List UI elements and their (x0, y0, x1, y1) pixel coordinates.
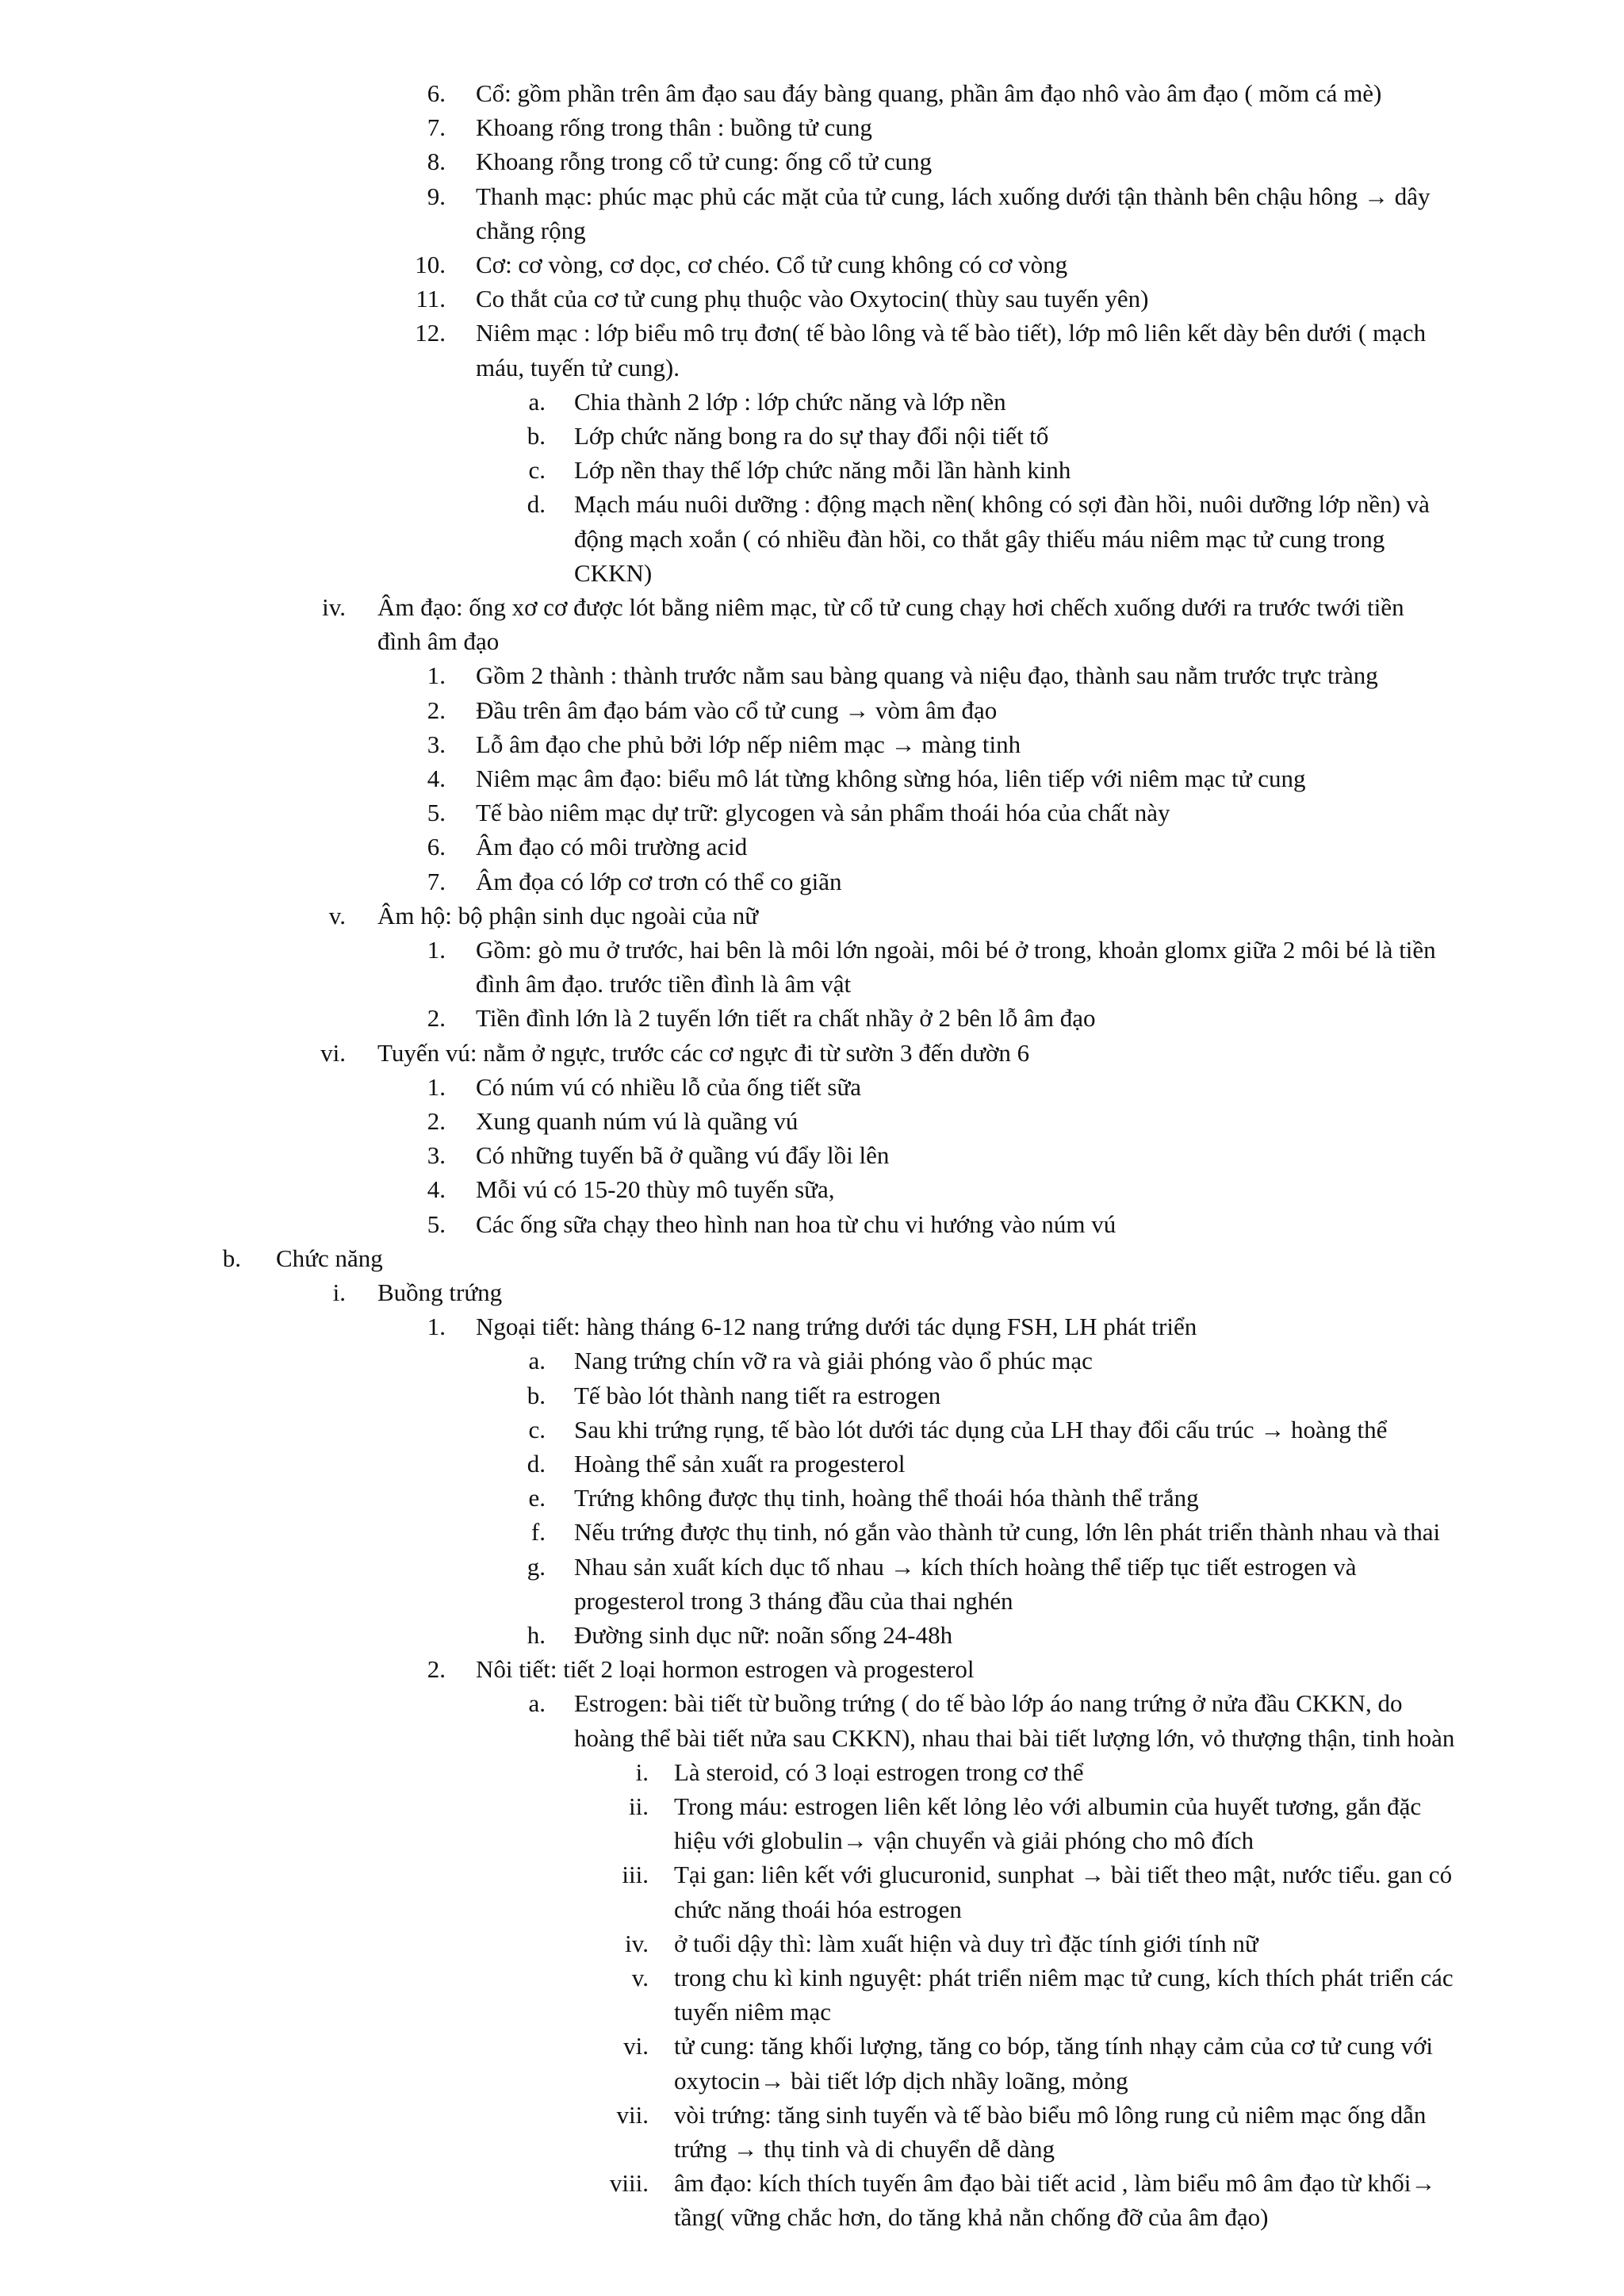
list-item-text: progesterol trong 3 tháng đầu của thai nghén (574, 1586, 1013, 1615)
outline-line (0, 1309, 1624, 1343)
list-marker: 3. (427, 1141, 446, 1170)
outline-line (0, 1378, 1624, 1412)
outline-line (0, 1036, 1624, 1070)
list-marker: 1. (427, 1313, 446, 1341)
list-marker: 5. (427, 799, 446, 827)
list-marker: b. (527, 1381, 546, 1409)
list-item-text: Sau khi trứng rụng, tế bào lót dưới tác dụng của LH thay đổi cấu trúc → hoàng thể (574, 1415, 1388, 1443)
list-marker: iii. (622, 1861, 649, 1889)
list-marker: a. (528, 1347, 546, 1375)
outline-line (0, 144, 1624, 178)
outline-line (0, 933, 1624, 967)
list-marker: 2. (427, 1107, 446, 1135)
list-item-text: Có núm vú có nhiều lỗ của ống tiết sữa (476, 1072, 862, 1101)
list-marker: e. (528, 1484, 546, 1512)
outline-line (0, 1857, 1624, 1892)
list-marker: 11. (416, 285, 446, 313)
list-item-text: đình âm đạo (377, 627, 500, 656)
list-marker: a. (528, 387, 546, 416)
list-item-text: Lớp chức năng bong ra do sự thay đổi nội tiết tố (574, 422, 1049, 450)
list-marker: vi. (320, 1038, 346, 1067)
outline-line (0, 453, 1624, 487)
list-item-text: âm đạo: kích thích tuyến âm đạo bài tiết acid , làm biểu mô âm đạo từ khối→ (674, 2169, 1436, 2198)
list-item-text: Âm đọa có lớp cơ trơn có thể co giãn (476, 867, 842, 895)
outline-line (0, 1686, 1624, 1720)
list-marker: f. (530, 1518, 546, 1547)
outline-line (0, 1241, 1624, 1275)
list-item-text: Estrogen: bài tiết từ buồng trứng ( do tế bào lớp áo nang trứng ở nửa đầu CKKN, do (574, 1689, 1403, 1718)
list-item-text: Niêm mạc âm đạo: biểu mô lát từng không sừng hóa, liên tiếp với niêm mạc tử cung (476, 765, 1306, 792)
outline-line (0, 864, 1624, 899)
outline-line (0, 1995, 1624, 2029)
outline-line (0, 624, 1624, 658)
list-item-text: Nang trứng chín vỡ ra và giải phóng vào ổ phúc mạc (574, 1347, 1093, 1375)
list-item-text: Trong máu: estrogen liên kết lỏng lẻo với albumin của huyết tương, gắn đặc (674, 1792, 1422, 1820)
list-item-text: Niêm mạc : lớp biểu mô trụ đơn( tế bào lông và tế bào tiết), lớp mô liên kết dày bên dưới ( mạch (476, 319, 1427, 347)
list-marker: iv. (625, 1929, 649, 1957)
list-item-text: Gồm: gò mu ở trước, hai bên là môi lớn ngoài, môi bé ở trong, khoản glomx giữa 2 môi bé là tiền (476, 936, 1436, 964)
list-item-text: Cơ: cơ vòng, cơ dọc, cơ chéo. Cổ tử cung không có cơ vòng (476, 251, 1068, 278)
list-item-text: Âm hộ: bộ phận sinh dục ngoài của nữ (377, 901, 759, 930)
outline-line (0, 1721, 1624, 1755)
list-marker: 2. (427, 1004, 446, 1033)
outline-line (0, 179, 1624, 213)
outline-line (0, 1961, 1624, 1995)
list-marker: 5. (427, 1209, 446, 1238)
list-marker: g. (527, 1552, 546, 1581)
list-marker: vii. (616, 2100, 649, 2129)
list-marker: h. (527, 1621, 546, 1649)
list-item-text: oxytocin→ bài tiết lớp dịch nhầy loãng, mỏng (674, 2066, 1128, 2095)
outline-line (0, 1515, 1624, 1549)
outline-line (0, 795, 1624, 830)
list-item-text: Khoang rống trong thân : buồng tử cung (476, 113, 872, 142)
list-item-text: Chức năng (276, 1244, 383, 1272)
list-marker: 6. (427, 833, 446, 861)
outline-line (0, 1926, 1624, 1961)
list-item-text: ở tuổi dậy thì: làm xuất hiện và duy trì đặc tính giới tính nữ (674, 1929, 1258, 1957)
list-item-text: đình âm đạo. trước tiền đình là âm vật (476, 970, 852, 999)
list-marker: 10. (415, 251, 446, 278)
list-item-text: trứng → thụ tinh và di chuyển dễ dàng (674, 2135, 1055, 2163)
outline-line (0, 1343, 1624, 1378)
outline-line (0, 2132, 1624, 2166)
list-marker: 3. (427, 730, 446, 758)
outline-line (0, 2200, 1624, 2234)
outline-line (0, 1481, 1624, 1515)
list-marker: a. (528, 1689, 546, 1718)
list-item-text: Là steroid, có 3 loại estrogen trong cơ thể (674, 1757, 1084, 1786)
list-item-text: tử cung: tăng khối lượng, tăng co bóp, tăng tính nhạy cảm của cơ tử cung với (674, 2032, 1434, 2060)
list-marker: b. (527, 422, 546, 450)
list-item-text: Tế bào niêm mạc dự trữ: glycogen và sản phẩm thoái hóa của chất này (476, 799, 1170, 827)
list-item-text: Buồng trứng (377, 1278, 503, 1306)
outline-line (0, 2064, 1624, 2098)
list-item-text: Hoàng thể sản xuất ra progesterol (574, 1450, 906, 1478)
list-item-text: tầng( vững chắc hơn, do tăng khả nằn chống đỡ của âm đạo) (674, 2203, 1269, 2232)
list-marker: vi. (623, 2032, 649, 2060)
list-marker: ii. (629, 1792, 649, 1820)
list-marker: d. (527, 1450, 546, 1478)
outline-line (0, 2098, 1624, 2132)
list-item-text: Tế bào lót thành nang tiết ra estrogen (574, 1381, 941, 1409)
list-item-text: chằng rộng (476, 216, 586, 244)
list-item-text: Tiền đình lớn là 2 tuyến lớn tiết ra chất nhầy ở 2 bên lỗ âm đạo (476, 1004, 1096, 1033)
outline-line (0, 1447, 1624, 1481)
list-marker: 2. (427, 696, 446, 724)
list-marker: 12. (415, 319, 446, 347)
outline-line (0, 1892, 1624, 1926)
outline-line (0, 1550, 1624, 1584)
list-item-text: Cổ: gồm phần trên âm đạo sau đáy bàng quang, phần âm đạo nhô vào âm đạo ( mõm cá mè) (476, 79, 1382, 107)
outline-line (0, 830, 1624, 864)
list-marker: b. (222, 1244, 241, 1272)
list-item-text: Nôi tiết: tiết 2 loại hormon estrogen và progesterol (476, 1655, 975, 1684)
outline-line (0, 247, 1624, 282)
outline-line (0, 316, 1624, 350)
list-marker: 9. (427, 182, 446, 210)
list-item-text: Nếu trứng được thụ tinh, nó gắn vào thành tử cung, lớn lên phát triển thành nhau và thai (574, 1518, 1441, 1547)
list-item-text: Chia thành 2 lớp : lớp chức năng và lớp nền (574, 387, 1006, 416)
outline-line (0, 1138, 1624, 1172)
list-item-text: Mạch máu nuôi dưỡng : động mạch nền( không có sợi đàn hồi, nuôi dưỡng lớp nền) và (574, 490, 1430, 519)
list-item-text: trong chu kì kinh nguyệt: phát triển niêm mạc tử cung, kích thích phát triển các (674, 1964, 1454, 1991)
list-marker: 4. (427, 765, 446, 792)
list-item-text: Đầu trên âm đạo bám vào cổ tử cung → vòm âm đạo (476, 696, 998, 724)
list-marker: 1. (427, 936, 446, 964)
list-marker: 2. (427, 1655, 446, 1684)
list-item-text: Âm đạo có môi trường acid (476, 833, 748, 861)
outline-line (0, 1070, 1624, 1104)
list-item-text: vòi trứng: tăng sinh tuyến và tế bào biểu mô lông rung củ niêm mạc ống dẫn (674, 2100, 1427, 2129)
list-item-text: Trứng không được thụ tinh, hoàng thể thoái hóa thành thể trắng (574, 1484, 1199, 1512)
list-item-text: Co thắt của cơ tử cung phụ thuộc vào Oxytocin( thùy sau tuyến yên) (476, 285, 1149, 313)
list-item-text: Gồm 2 thành : thành trước nằm sau bàng quang và niệu đạo, thành sau nằm trước trực tràng (476, 661, 1378, 690)
list-marker: v. (328, 901, 346, 930)
list-marker: viii. (609, 2169, 649, 2198)
list-item-text: Có những tuyến bã ở quầng vú đẩy lồi lên (476, 1141, 890, 1170)
list-marker: 7. (427, 113, 446, 142)
outline-line (0, 419, 1624, 453)
outline-line (0, 282, 1624, 316)
outline-line (0, 1001, 1624, 1035)
outline-line (0, 1823, 1624, 1857)
outline-line (0, 1652, 1624, 1686)
outline-line (0, 76, 1624, 110)
list-item-text: tuyến niêm mạc (674, 1998, 831, 2026)
list-marker: 4. (427, 1175, 446, 1204)
list-item-text: Mỗi vú có 15-20 thùy mô tuyến sữa, (476, 1175, 835, 1204)
outline-line (0, 1275, 1624, 1309)
list-item-text: hiệu với globulin→ vận chuyển và giải phóng cho mô đích (674, 1826, 1254, 1855)
list-marker: c. (528, 1415, 546, 1443)
list-item-text: Lỗ âm đạo che phủ bởi lớp nếp niêm mạc → màng tinh (476, 730, 1021, 758)
outline-line (0, 2029, 1624, 2063)
list-marker: iv. (322, 593, 346, 621)
list-item-text: động mạch xoắn ( có nhiều đàn hồi, co thắt gây thiếu máu niêm mạc tử cung trong (574, 524, 1385, 553)
outline-line (0, 693, 1624, 727)
outline-line (0, 1755, 1624, 1789)
outline-line (0, 487, 1624, 521)
outline-line (0, 385, 1624, 419)
list-marker: 6. (427, 79, 446, 107)
outline-line (0, 658, 1624, 692)
list-item-text: Âm đạo: ống xơ cơ được lót bằng niêm mạc, từ cổ tử cung chạy hơi chếch xuống dưới ra trước twới tiền (377, 593, 1404, 621)
list-marker: 1. (427, 1072, 446, 1101)
list-item-text: Tại gan: liên kết với glucuronid, sunphat → bài tiết theo mật, nước tiểu. gan có (674, 1861, 1453, 1889)
outline-line (0, 1172, 1624, 1206)
list-item-text: Nhau sản xuất kích dục tố nhau → kích thích hoàng thể tiếp tục tiết estrogen và (574, 1552, 1357, 1581)
list-marker: i. (332, 1278, 346, 1306)
list-item-text: CKKN) (574, 558, 653, 587)
outline-line (0, 761, 1624, 795)
outline-line (0, 590, 1624, 624)
outline-line (0, 213, 1624, 247)
list-item-text: Lớp nền thay thế lớp chức năng mỗi lần hành kinh (574, 456, 1071, 485)
outline-line (0, 522, 1624, 556)
outline-line (0, 556, 1624, 590)
list-item-text: Thanh mạc: phúc mạc phủ các mặt của tử cung, lách xuống dưới tận thành bên chậu hông → dây (476, 182, 1431, 210)
list-marker: v. (631, 1964, 649, 1991)
list-marker: d. (527, 490, 546, 519)
list-item-text: chức năng thoái hóa estrogen (674, 1895, 962, 1923)
list-marker: 1. (427, 661, 446, 690)
outline-line (0, 727, 1624, 761)
outline-line (0, 1789, 1624, 1823)
outline-line (0, 1104, 1624, 1138)
list-marker: 7. (427, 867, 446, 895)
list-item-text: hoàng thể bài tiết nửa sau CKKN), nhau thai bài tiết lượng lớn, vỏ thượng thận, tinh hoàn (574, 1723, 1455, 1752)
outline-line (0, 1584, 1624, 1618)
outline-line (0, 110, 1624, 144)
list-marker: 8. (427, 148, 446, 176)
list-item-text: máu, tuyến tử cung). (476, 353, 680, 381)
list-marker: i. (635, 1757, 649, 1786)
outline-line (0, 1412, 1624, 1447)
list-item-text: Các ống sữa chạy theo hình nan hoa từ chu vi hướng vào núm vú (476, 1209, 1116, 1238)
outline-line (0, 351, 1624, 385)
outline-line (0, 1618, 1624, 1652)
outline-line (0, 2166, 1624, 2200)
list-item-text: Xung quanh núm vú là quầng vú (476, 1107, 799, 1135)
list-item-text: Tuyến vú: nằm ở ngực, trước các cơ ngực đi từ sườn 3 đến dườn 6 (377, 1038, 1030, 1067)
list-item-text: Đường sinh dục nữ: noãn sống 24-48h (574, 1621, 953, 1649)
outline-line (0, 1207, 1624, 1241)
list-marker: c. (528, 456, 546, 485)
list-item-text: Khoang rỗng trong cổ tử cung: ống cổ tử cung (476, 148, 933, 176)
outline-line (0, 967, 1624, 1001)
list-item-text: Ngoại tiết: hàng tháng 6-12 nang trứng dưới tác dụng FSH, LH phát triển (476, 1313, 1197, 1341)
outline-line (0, 899, 1624, 933)
